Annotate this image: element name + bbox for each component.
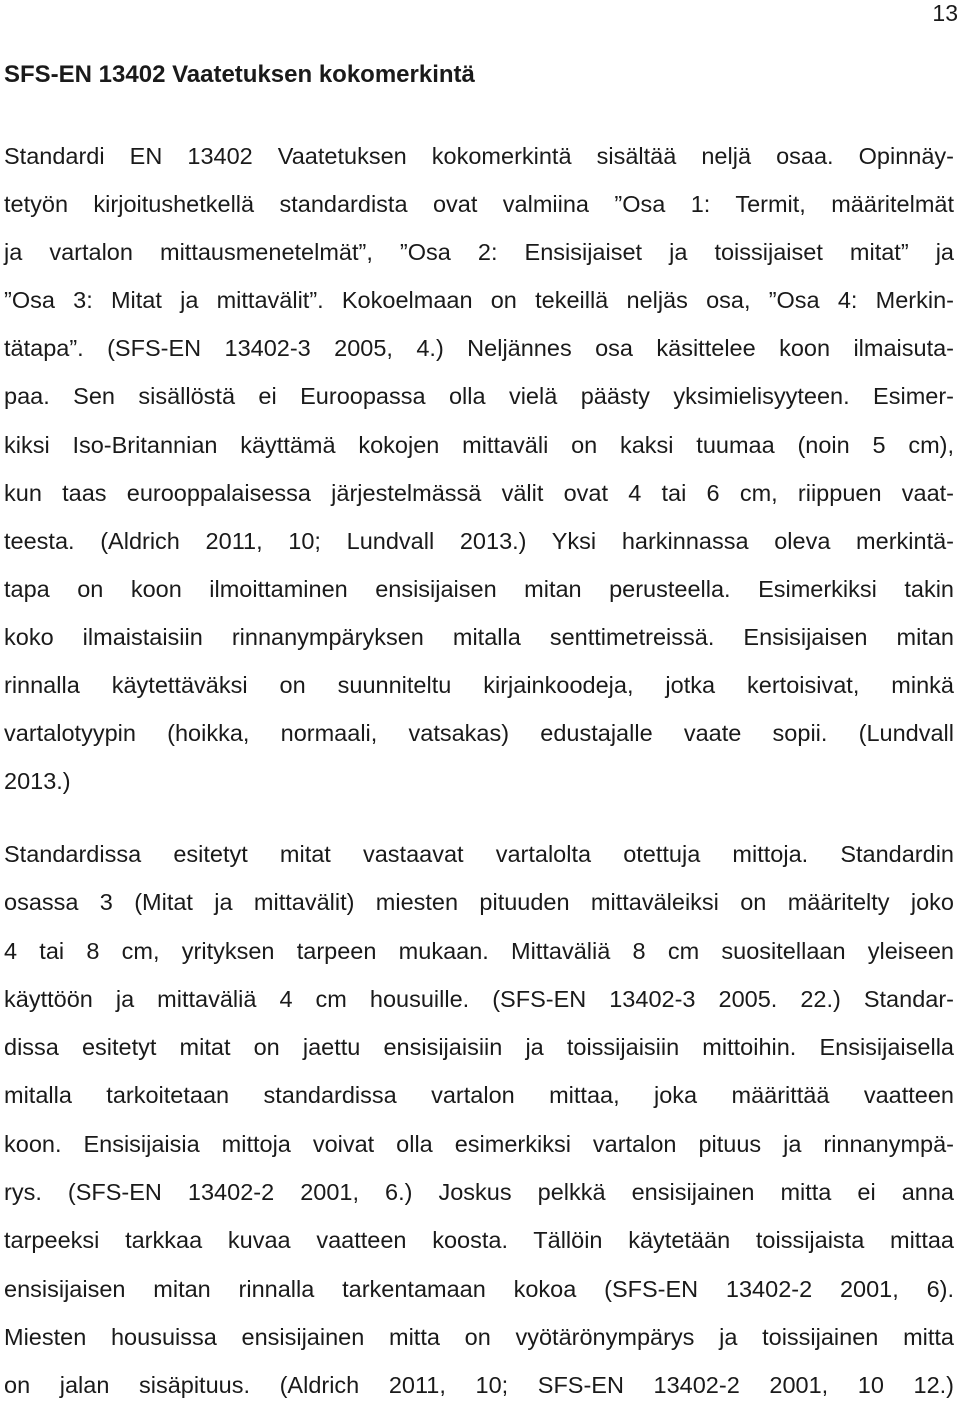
section-heading: SFS-EN 13402 Vaatetuksen kokomerkintä [4,61,475,88]
text-line: osassa 3 (Mitat ja mittavälit) miesten pituuden mittaväleiksi on määritelty joko [4,889,954,916]
text-line: paa. Sen sisällöstä ei Euroopassa olla vielä päästy yksimielisyyteen. Esimer- [4,383,954,410]
text-line: dissa esitetyt mitat on jaettu ensisijaisiin ja toissijaisiin mittoihin. Ensisijaisella [4,1034,954,1061]
body-paragraph-1 [4,132,954,805]
text-line: tätapa”. (SFS-EN 13402-3 2005, 4.) Neljännes osa käsittelee koon ilmaisuta- [4,335,954,362]
text-line: kun taas eurooppalaisessa järjestelmässä välit ovat 4 tai 6 cm, riippuen vaat- [4,479,954,506]
text-line: tarpeeksi tarkkaa kuvaa vaatteen koosta. Tällöin käytetään toissijaista mittaa [4,1227,954,1254]
text-line: koko ilmaistaisiin rinnanympäryksen mitalla senttimetreissä. Ensisijaisen mitan [4,623,954,650]
text-line: kiksi Iso-Britannian käyttämä kokojen mittaväli on kaksi tuumaa (noin 5 cm), [4,431,954,458]
text-line: ja vartalon mittausmenetelmät”, ”Osa 2: Ensisijaiset ja toissijaiset mitat” ja [4,239,954,266]
text-line: rys. (SFS-EN 13402-2 2001, 6.) Joskus pelkkä ensisijainen mitta ei anna [4,1179,954,1206]
text-line: tapa on koon ilmoittaminen ensisijaisen mitan perusteella. Esimerkiksi takin [4,575,954,602]
body-paragraph-2 [4,830,954,1410]
page-number: 13 [932,0,958,26]
text-line: 4 tai 8 cm, yrityksen tarpeen mukaan. Mittaväliä 8 cm suositellaan yleiseen [4,937,954,964]
text-line: mitalla tarkoitetaan standardissa vartalon mittaa, joka määrittää vaatteen [4,1082,954,1109]
text-line: 2013.) [4,768,71,795]
text-line: Standardi EN 13402 Vaatetuksen kokomerkintä sisältää neljä osaa. Opinnäy- [4,143,954,169]
text-line: tetyön kirjoitushetkellä standardista ovat valmiina ”Osa 1: Termit, määritelmät [4,191,954,218]
text-line: käyttöön ja mittaväliä 4 cm housuille. (SFS-EN 13402-3 2005. 22.) Standar- [4,985,954,1012]
text-line: teesta. (Aldrich 2011, 10; Lundvall 2013.) Yksi harkinnassa oleva merkintä- [4,527,954,554]
text-line: Standardissa esitetyt mitat vastaavat vartalolta otettuja mittoja. Standardin [4,841,954,867]
text-line: ”Osa 3: Mitat ja mittavälit”. Kokoelmaan on tekeillä neljäs osa, ”Osa 4: Merkin- [4,287,954,314]
text-line: Miesten housuissa ensisijainen mitta on vyötärönympärys ja toissijainen mitta [4,1323,954,1350]
text-line: ensisijaisen mitan rinnalla tarkentamaan kokoa (SFS-EN 13402-2 2001, 6). [4,1275,954,1302]
text-line: vartalotyypin (hoikka, normaali, vatsakas) edustajalle vaate sopii. (Lundvall [4,720,954,747]
text-line: on jalan sisäpituus. (Aldrich 2011, 10; SFS-EN 13402-2 2001, 10 12.) [4,1372,954,1399]
text-line: koon. Ensisijaisia mittoja voivat olla esimerkiksi vartalon pituus ja rinnanympä- [4,1130,954,1157]
text-line: rinnalla käytettäväksi on suunniteltu kirjainkoodeja, jotka kertoisivat, minkä [4,672,954,699]
